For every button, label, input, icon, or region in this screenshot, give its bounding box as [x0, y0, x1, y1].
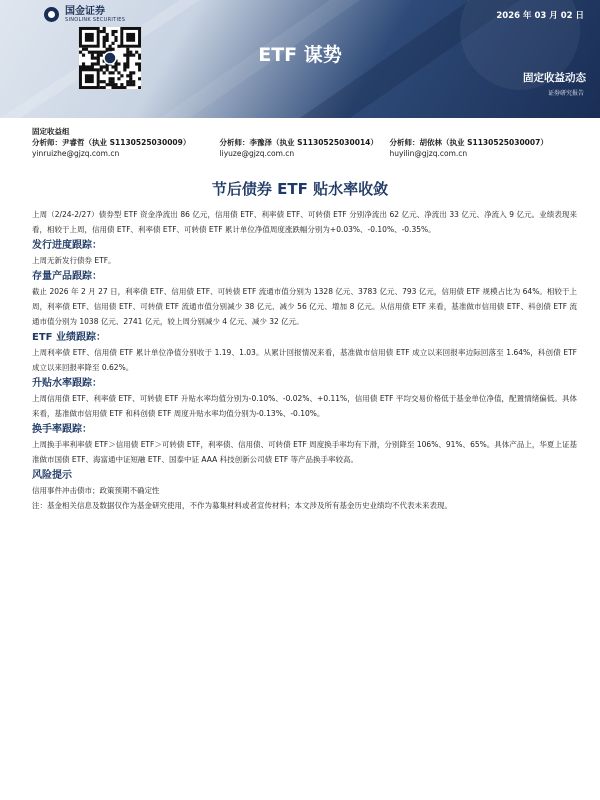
team-name: 固定收益组 — [32, 127, 70, 136]
section-heading: 存量产品跟踪： — [32, 271, 102, 282]
report-type: 证券研究报告 — [547, 90, 584, 97]
company-logo — [44, 6, 125, 23]
analyst-email[interactable]: huyilin@gjzq.com.cn — [389, 149, 468, 158]
section-paragraph: 上周利率债 ETF、信用债 ETF 累计单位净值分别收于 1.19、1.03。从累计回报情况来看，基准做市信用债 ETF 成立以来回报率边际回落至 1.64%，科创债 ETF 成立以来回报率降至 0.62%。 — [32, 348, 577, 372]
report-body — [32, 207, 577, 513]
section-paragraph: 截止 2026 年 2 月 27 日，利率债 ETF、信用债 ETF、可转债 ETF 流通市值分别为 1328 亿元、3783 亿元、793 亿元，信用债 ETF 规模占比为 64%。相较于上周，利率债 ETF、信用债 ETF、可转债 ETF 流通市值分别减少 38 亿元、减少 56 亿元、增加 8 亿元。从信用债 ETF 来看，基准做市信用债 ETF、科创债 ETF 流通市值分别为 1038 亿元、2741 亿元，较上周分别减少 4 亿元、减少 32 亿元。 — [32, 287, 577, 326]
report-banner — [0, 0, 600, 118]
analyst-label: 分析师：尹睿哲（执业 S1130525030009） — [32, 138, 191, 147]
report-date: 2026 年 03 月 02 日 — [496, 11, 584, 21]
report-series: 固定收益动态 — [523, 72, 586, 84]
analyst-emails — [32, 148, 577, 159]
section-paragraph: 上周换手率利率债 ETF＞信用债 ETF＞可转债 ETF，利率债、信用债、可转债 ETF 周度换手率均有下滑，分别降至 106%、91%、65%。具体产品上，华夏上证基准做市国债 ETF、海富通中证短融 ETF、国泰中证 AAA 科技创新公司债 ETF 等产品换手率较高。 — [32, 440, 577, 464]
analyst-label: 分析师：胡依林（执业 S1130525030007） — [389, 138, 548, 147]
analyst-block — [32, 126, 577, 159]
section-heading: ETF 业绩跟踪： — [32, 332, 106, 343]
section-paragraph: 上周信用债 ETF、利率债 ETF、可转债 ETF 升贴水率均值分别为-0.10%、-0.02%、+0.11%，信用债 ETF 平均交易价格低于基金单位净值，配置情绪偏低。具体来看，基准做市信用债 ETF 和科创债 ETF 周度升贴水率均值分别为-0.13%、-0.10%。 — [32, 394, 577, 418]
section-heading: 升贴水率跟踪： — [32, 378, 102, 389]
section-heading: 发行进度跟踪： — [32, 240, 102, 251]
section-paragraph: 上周无新发行债券 ETF。 — [32, 256, 116, 265]
analyst-email[interactable]: yinruizhe@gjzq.com.cn — [32, 149, 120, 158]
analyst-email[interactable]: liyuze@gjzq.com.cn — [219, 149, 295, 158]
risk-paragraph: 信用事件冲击债市；政策预期不确定性 — [32, 486, 160, 495]
section-heading: 换手率跟踪： — [32, 424, 92, 435]
report-series-title: ETF 谋势 — [258, 44, 342, 66]
risk-heading: 风险提示 — [32, 470, 72, 481]
logo-en: SINOLINK SECURITIES — [65, 17, 126, 23]
analyst-label: 分析师：李豫泽（执业 S1130525030014） — [219, 138, 378, 147]
sinolink-logo-icon — [44, 7, 59, 22]
intro-paragraph: 上周（2/24-2/27）债券型 ETF 资金净流出 86 亿元，信用债 ETF、利率债 ETF、可转债 ETF 分别净流出 62 亿元、净流出 33 亿元、净流入 9 亿元。业绩表现来看，相较于上周，信用债 ETF、利率债 ETF、可转债 ETF 累计单位净值周度涨跌幅分别为+0.03%、-0.10%、-0.35%。 — [32, 210, 577, 234]
logo-cn: 国金证券 — [65, 6, 105, 17]
document-title: 节后债券 ETF 贴水率收敛 — [211, 180, 389, 198]
disclaimer-note: 注：基金相关信息及数据仅作为基金研究使用，不作为募集材料或者宣传材料；本文涉及所有基金历史业绩均不代表未来表现。 — [32, 501, 452, 510]
analyst-labels — [32, 137, 577, 148]
